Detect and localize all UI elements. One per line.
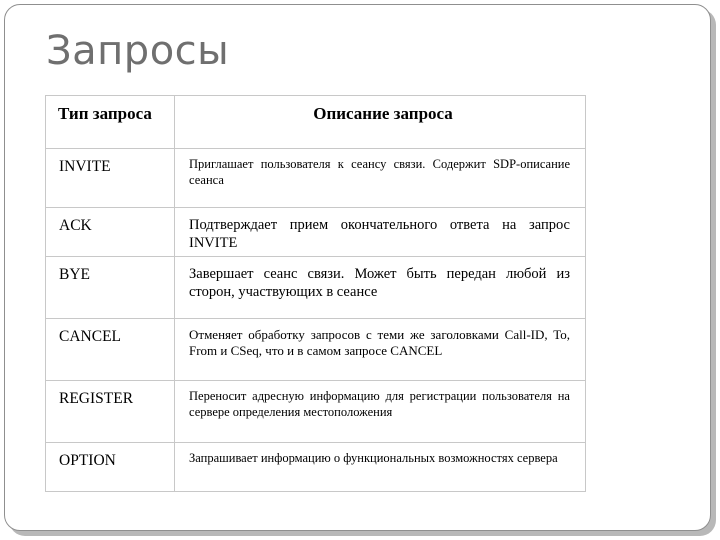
slide-title: Запросы <box>46 28 230 74</box>
requests-table <box>45 95 586 492</box>
table-row-invite <box>46 149 586 208</box>
request-description: Отменяет обработку запросов с теми же заголовками Call-ID, To, From и CSeq, что и в самом запросе CANCEL <box>175 319 586 381</box>
table-row-cancel <box>46 319 586 381</box>
header-request-type: Тип запроса <box>46 96 175 149</box>
request-name: ACK <box>46 208 175 257</box>
header-request-description: Описание запроса <box>175 96 586 149</box>
table-row-register <box>46 381 586 443</box>
request-description: Переносит адресную информацию для регистрации пользователя на сервере определения местоположения <box>175 381 586 443</box>
request-name: INVITE <box>46 149 175 208</box>
table-header-row <box>46 96 586 149</box>
request-name: REGISTER <box>46 381 175 443</box>
request-name: BYE <box>46 257 175 319</box>
request-description: Приглашает пользователя к сеансу связи. Содержит SDP-описание сеанса <box>175 149 586 208</box>
request-description: Запрашивает информацию о функциональных возможностях сервера <box>175 443 586 492</box>
table-row-ack <box>46 208 586 257</box>
request-name: CANCEL <box>46 319 175 381</box>
table-row-option <box>46 443 586 492</box>
table-row-bye <box>46 257 586 319</box>
request-description: Завершает сеанс связи. Может быть передан любой из сторон, участвующих в сеансе <box>175 257 586 319</box>
request-description: Подтверждает прием окончательного ответа на запрос INVITE <box>175 208 586 257</box>
request-name: OPTION <box>46 443 175 492</box>
